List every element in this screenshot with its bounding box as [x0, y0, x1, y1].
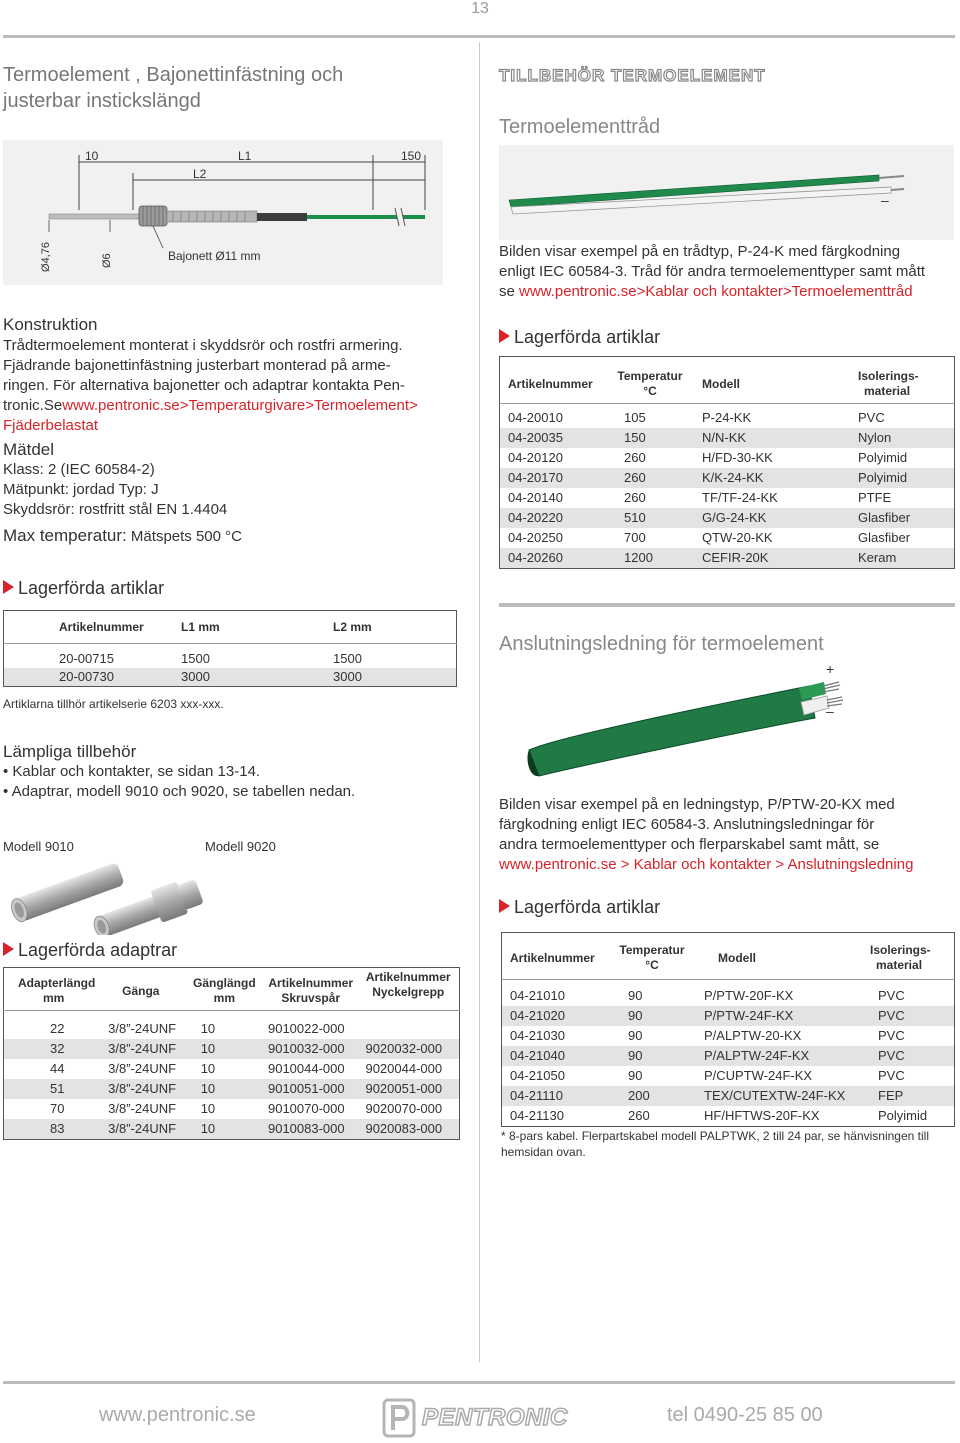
table-row: [4, 1119, 460, 1140]
table-row: [500, 548, 955, 569]
sub-title-termoelementtrad: Termoelementtråd: [499, 116, 661, 138]
table-header: [4, 611, 457, 644]
konstruktion-link-cont[interactable]: Fjäderbelastat: [3, 417, 99, 434]
modell-9020-label: Modell 9020: [205, 839, 276, 854]
footer-brand: PENTRONIC: [422, 1404, 568, 1431]
cell: PTFE: [858, 490, 892, 505]
table-row: [500, 448, 955, 468]
cell: 04-20140: [508, 490, 563, 505]
table-row: [500, 528, 955, 548]
cell: 20-00730: [4, 668, 176, 687]
table-row: [500, 428, 955, 448]
th-line: material: [876, 958, 923, 972]
th-line: mm: [43, 991, 65, 1005]
cell: 9010051-000: [262, 1079, 359, 1099]
table-row: [502, 1086, 955, 1106]
cable-text: färgkodning enligt IEC 60584-3. Anslutningsledningar för: [499, 816, 875, 833]
th-line: Gänga: [122, 983, 160, 998]
cell: PVC: [878, 1068, 905, 1083]
th-adapterlangd: [4, 968, 103, 1011]
table-row: [4, 1079, 460, 1099]
cell: 10: [200, 1061, 216, 1076]
cell: G/G-24-KK: [696, 508, 838, 528]
cell: 3/8”-24UNF: [108, 1101, 177, 1116]
cell: K/K-24-KK: [696, 468, 838, 488]
footer-rule: [3, 1381, 955, 1384]
cell: 04-21030: [510, 1028, 565, 1043]
table-adaptrar: [3, 967, 460, 1140]
cell: 9020051-000: [359, 1079, 459, 1099]
dim-l1: L1: [238, 149, 252, 163]
dim-bajonett: Bajonett Ø11 mm: [168, 249, 261, 263]
th-line: Nyckelgrepp: [372, 985, 445, 999]
table-row: [502, 1106, 955, 1127]
dim-phi6: Ø6: [101, 253, 113, 268]
th-line: material: [864, 384, 911, 398]
cell: 1500: [333, 651, 362, 666]
cell: 9020070-000: [365, 1101, 443, 1116]
cell: Polyimid: [858, 450, 908, 465]
cell: Keram: [838, 548, 955, 569]
wire-text: enligt IEC 60584-3. Tråd för andra termoelementtyper samt mått: [499, 263, 926, 280]
triangle-icon: [3, 580, 14, 594]
cell: 04-21010: [510, 988, 565, 1003]
cell: 3/8”-24UNF: [102, 1079, 183, 1099]
th-l2: L2 mm: [333, 619, 372, 634]
table-artiklar-left: [3, 610, 457, 687]
table-row: [502, 1006, 955, 1026]
th-line: Isolerings-: [870, 943, 931, 957]
cell: H/FD-30-KK: [702, 450, 773, 465]
th-temperatur: [604, 357, 696, 404]
th-ganga: [102, 968, 183, 1011]
cell: 9020032-000: [359, 1039, 459, 1059]
th-line: Temperatur: [617, 369, 683, 383]
wire-illustration: [499, 145, 954, 240]
cell: PVC: [864, 1046, 955, 1066]
tillbehor-section: [3, 742, 355, 802]
th-artikelnummer: [500, 357, 605, 404]
th-line: Skruvspår: [281, 991, 341, 1005]
adaptrar-heading: [3, 940, 177, 961]
cable-plus: +: [826, 661, 835, 677]
cell: 510: [604, 508, 696, 528]
cell: 1500: [181, 651, 210, 666]
cell: 260: [604, 468, 696, 488]
cell: 70: [50, 1101, 65, 1116]
tillbehor-bullet: • Adaptrar, modell 9010 och 9020, se tabellen nedan.: [3, 783, 356, 800]
cell: 32: [4, 1039, 103, 1059]
cell: Polyimid: [838, 468, 955, 488]
matdel-section: [3, 440, 473, 547]
cell: 04-20120: [508, 450, 563, 465]
cell: 20-00715: [59, 651, 114, 666]
sub-title-anslutningsledning: Anslutningsledning för termoelement: [499, 633, 824, 655]
cell: CEFIR-20K: [696, 548, 838, 569]
konstruktion-line: Fjädrande bajonettinfästning justerbart monterad på arme-: [3, 357, 391, 374]
product-title: Termoelement , Bajonettinfästning och justerbar instickslängd: [3, 64, 344, 112]
konstruktion-heading: Konstruktion: [3, 315, 98, 334]
matdel-klass: Klass: 2 (IEC 60584-2): [3, 461, 155, 478]
footnote: [501, 1128, 959, 1160]
cell: 3000: [175, 668, 327, 687]
table1-note: Artiklarna tillhör artikelserie 6203 xxx-xxx.: [3, 697, 224, 711]
table-row: [500, 468, 955, 488]
matdel-matpunkt: Mätpunkt: jordad Typ: J: [3, 481, 159, 498]
table-row: [500, 488, 955, 508]
th-isolering: [838, 357, 955, 404]
cell: 9010032-000: [262, 1039, 359, 1059]
cell: P/PTW-20F-KX: [704, 988, 794, 1003]
th-line: Modell: [702, 376, 740, 391]
cell: TF/TF-24-KK: [702, 490, 778, 505]
cell: 9020083-000: [359, 1119, 459, 1140]
konstruktion-link[interactable]: www.pentronic.se>Temperaturgivare>Termoelement>: [62, 397, 418, 414]
cell: 83: [4, 1119, 103, 1140]
footnote-line: * 8-pars kabel. Flerpartskabel modell PALPTWK, 2 till 24 par, se hänvisningen till: [501, 1129, 929, 1143]
cell: 04-21110: [502, 1086, 607, 1106]
th-ganglangd: [183, 968, 262, 1011]
dim-phi476: Ø4,76: [40, 242, 52, 272]
triangle-icon: [499, 899, 510, 913]
th-line: Artikelnummer: [508, 376, 593, 391]
dim-150: 150: [401, 149, 422, 163]
page-number: 13: [471, 0, 489, 17]
cell: P/ALPTW-24F-KX: [698, 1046, 864, 1066]
adaptrar-heading-label: Lagerförda adaptrar: [18, 940, 178, 960]
cell: Glasfiber: [838, 508, 955, 528]
cell: 9010022-000: [267, 1021, 345, 1036]
cell: 3/8”-24UNF: [108, 1061, 177, 1076]
table-row: [500, 408, 955, 428]
modell-9010-label: Modell 9010: [3, 839, 74, 854]
cell: 9020044-000: [365, 1061, 443, 1076]
cell: P/PTW-24F-KX: [698, 1006, 864, 1026]
th-l1: L1 mm: [181, 619, 220, 634]
footer-tel: tel 0490-25 85 00: [667, 1404, 823, 1426]
table-row: [502, 986, 955, 1006]
cell: 9010070-000: [267, 1101, 345, 1116]
th-line: Artikelnummer: [268, 976, 354, 990]
cable-text: Bilden visar exempel på en ledningstyp, P/PTW-20-KX med: [499, 796, 895, 813]
pentronic-logo-icon: [382, 1398, 416, 1438]
table-row: [4, 650, 457, 668]
th-artikelnummer: [502, 933, 607, 980]
triangle-icon: [499, 329, 510, 343]
matdel-max-value: Mätspets 500 °C: [126, 528, 242, 545]
main-title: TILLBEHÖR TERMOELEMENT: [499, 66, 766, 85]
cell: 260: [624, 490, 646, 505]
table-row: [4, 1039, 460, 1059]
cell: PVC: [878, 988, 905, 1003]
cell: 1200: [604, 548, 696, 569]
table-header: [4, 968, 460, 1011]
cable-illustration: [499, 658, 954, 788]
cell: 51: [4, 1079, 103, 1099]
table-row: [502, 1026, 955, 1046]
table-row: [500, 508, 955, 528]
cell: 3000: [327, 668, 457, 687]
cell: Glasfiber: [858, 530, 911, 545]
cable-description: [499, 795, 959, 875]
th-temperatur: [606, 933, 698, 980]
th-line: Temperatur: [619, 943, 685, 957]
cell: 04-20220: [500, 508, 605, 528]
th-isolering: [864, 933, 955, 980]
table-row: [4, 1019, 460, 1039]
cell: 04-21050: [510, 1068, 565, 1083]
cell: 10: [200, 1101, 216, 1116]
matdel-max-label: Max temperatur:: [3, 526, 127, 545]
th-line: °C: [645, 958, 659, 972]
cell: Polyimid: [878, 1108, 928, 1123]
triangle-icon: [3, 942, 14, 956]
wire-text-se: se: [499, 283, 515, 300]
cell: 9010083-000: [262, 1119, 359, 1140]
cell: [359, 1019, 459, 1039]
cable-link[interactable]: www.pentronic.se > Kablar och kontakter > Anslutningsledning: [499, 856, 914, 873]
cell: 04-20250: [508, 530, 563, 545]
table-row: [4, 1099, 460, 1119]
footer-web[interactable]: www.pentronic.se: [99, 1404, 256, 1426]
lagerforda-right2-heading: [499, 897, 660, 918]
cell: 260: [624, 450, 646, 465]
th-artikelnummer: Artikelnummer: [59, 619, 144, 634]
cell: 9010044-000: [267, 1061, 345, 1076]
footnote-line: hemsidan ovan.: [501, 1145, 586, 1159]
th-line: Adapterlängd: [18, 976, 96, 990]
matdel-skyddsror: Skyddsrör: rostfritt stål EN 1.4404: [3, 501, 228, 518]
cell: P/ALPTW-20-KX: [704, 1028, 802, 1043]
cell: FEP: [864, 1086, 955, 1106]
th-line: Isolerings-: [858, 369, 919, 383]
wire-description: [499, 242, 959, 302]
cell: 150: [604, 428, 696, 448]
wire-link[interactable]: www.pentronic.se>Kablar och kontakter>Termoelementtråd: [519, 283, 913, 300]
cell: 90: [628, 1028, 643, 1043]
konstruktion-text: tronic.Se: [3, 397, 63, 414]
cell: N/N-KK: [696, 428, 838, 448]
thermocouple-drawing: [3, 140, 443, 285]
cable-text: andra termoelementtyper och flerparskabel samt mått, se: [499, 836, 880, 853]
footer-logo: [382, 1398, 568, 1438]
cell: 3/8”-24UNF: [102, 1039, 183, 1059]
cell: 10: [183, 1119, 262, 1140]
matdel-heading: Mätdel: [3, 440, 55, 459]
cell: 22: [50, 1021, 65, 1036]
lagerforda-left-heading: [3, 578, 164, 599]
section-rule: [499, 603, 955, 607]
th-line: Artikelnummer: [510, 950, 595, 965]
cell: PVC: [878, 1028, 905, 1043]
top-rule: [3, 35, 955, 38]
dim-l2: L2: [193, 167, 207, 181]
cell: 200: [606, 1086, 698, 1106]
konstruktion-section: [3, 315, 473, 436]
cell: 90: [628, 1068, 643, 1083]
cell: 3/8”-24UNF: [102, 1119, 183, 1140]
cell: HF/HFTWS-20F-KX: [704, 1108, 820, 1123]
lagerforda-right2-label: Lagerförda artiklar: [514, 897, 661, 917]
cell: 700: [624, 530, 646, 545]
dim-10: 10: [85, 149, 99, 163]
th-skruvspar: [262, 968, 359, 1011]
cell: 90: [628, 988, 643, 1003]
th-line: °C: [643, 384, 657, 398]
lagerforda-left-label: Lagerförda artiklar: [18, 578, 165, 598]
table-header: [502, 933, 955, 980]
matdel-max: [3, 526, 473, 547]
cell: 04-21040: [502, 1046, 607, 1066]
cell: PVC: [858, 410, 885, 425]
tillbehor-heading: Lämpliga tillbehör: [3, 742, 137, 761]
cell: P-24-KK: [702, 410, 752, 425]
table-row: [4, 1059, 460, 1079]
konstruktion-line: Trådtermoelement monterat i skyddsrör och rostfri armering.: [3, 337, 403, 354]
cell: 44: [50, 1061, 65, 1076]
wire-minus: –: [881, 192, 889, 208]
table-termoelementtrad: [499, 356, 955, 569]
cell: 260: [628, 1108, 650, 1123]
cell: PVC: [864, 1006, 955, 1026]
cell: 10: [183, 1039, 262, 1059]
table-anslutningsledning: [501, 932, 955, 1127]
tillbehor-bullet: • Kablar och kontakter, se sidan 13-14.: [3, 763, 261, 780]
cell: 04-21020: [502, 1006, 607, 1026]
cell: 04-20170: [500, 468, 605, 488]
cell: QTW-20-KK: [702, 530, 773, 545]
konstruktion-line: [3, 396, 473, 416]
th-line: mm: [213, 991, 235, 1005]
cell: 3/8”-24UNF: [108, 1021, 177, 1036]
table-row: [502, 1046, 955, 1066]
th-modell: [698, 933, 864, 980]
th-line: Gänglängd: [193, 976, 256, 990]
cell: Nylon: [838, 428, 955, 448]
cell: TEX/CUTEXTW-24F-KX: [698, 1086, 864, 1106]
adapter-illustration: [3, 830, 203, 935]
cable-minus: –: [826, 703, 834, 719]
table-row: [4, 668, 457, 687]
cell: 04-20260: [500, 548, 605, 569]
wire-text: Bilden visar exempel på en trådtyp, P-24-K med färgkodning: [499, 243, 901, 260]
column-divider: [479, 42, 480, 1362]
cell: 10: [183, 1079, 262, 1099]
cell: P/CUPTW-24F-KX: [704, 1068, 813, 1083]
cell: 04-20035: [500, 428, 605, 448]
lagerforda-right-label: Lagerförda artiklar: [514, 327, 661, 347]
konstruktion-line: ringen. För alternativa bajonetter och adaptrar kontakta Pen-: [3, 377, 405, 394]
wire-text: [499, 282, 959, 302]
cell: 04-20010: [508, 410, 563, 425]
th-nyckelgrepp: [359, 968, 459, 1011]
cell: 04-21130: [510, 1108, 564, 1123]
cell: 105: [624, 410, 646, 425]
th-line: Artikelnummer: [365, 970, 451, 984]
cell: 90: [606, 1046, 698, 1066]
table-header: [500, 357, 955, 404]
th-modell: [696, 357, 838, 404]
cell: 90: [606, 1006, 698, 1026]
cell: 10: [200, 1021, 216, 1036]
table-row: [502, 1066, 955, 1086]
lagerforda-right-heading: [499, 327, 660, 348]
th-line: Modell: [718, 950, 756, 965]
